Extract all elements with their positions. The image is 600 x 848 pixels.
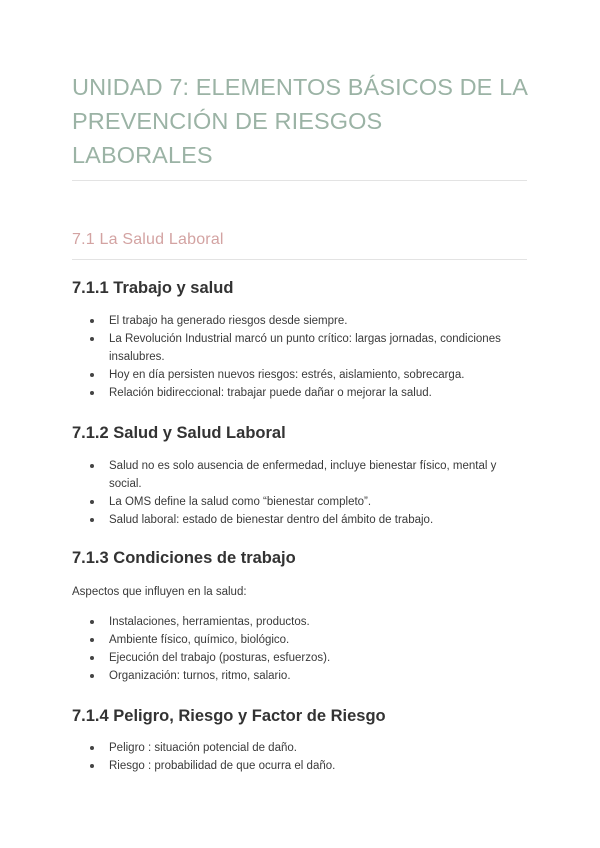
bullet-icon bbox=[90, 373, 94, 377]
list-item bbox=[72, 457, 527, 493]
list-item-text: Instalaciones, herramientas, productos. bbox=[109, 616, 310, 628]
bullet-icon bbox=[90, 319, 94, 323]
list-item bbox=[72, 366, 527, 384]
list-item-text: Organización: turnos, ritmo, salario. bbox=[109, 670, 291, 682]
subsection-intro: Aspectos que influyen en la salud: bbox=[72, 586, 247, 598]
list-item bbox=[72, 384, 527, 402]
list-item-text: Salud no es solo ausencia de enfermedad, incluye bienestar físico, mental y social. bbox=[109, 460, 497, 490]
list-item bbox=[72, 493, 527, 511]
section-divider bbox=[72, 259, 527, 260]
list-item bbox=[72, 667, 527, 685]
list-item-text: Relación bidireccional: trabajar puede dañar o mejorar la salud. bbox=[109, 387, 432, 399]
bullet-list-salud-laboral bbox=[72, 457, 527, 529]
bullet-icon bbox=[90, 518, 94, 522]
list-item-text: Ambiente físico, químico, biológico. bbox=[109, 634, 290, 646]
bullet-list-trabajo-y-salud bbox=[72, 312, 527, 402]
bullet-icon bbox=[90, 337, 94, 341]
title-divider bbox=[72, 180, 527, 181]
bullet-icon bbox=[90, 500, 94, 504]
list-item bbox=[72, 330, 527, 366]
subsection-title-trabajo-y-salud: 7.1.1 Trabajo y salud bbox=[72, 279, 234, 297]
list-item-text: Riesgo : probabilidad de que ocurra el daño. bbox=[109, 760, 336, 772]
bullet-icon bbox=[90, 620, 94, 624]
subsection-title-peligro-riesgo: 7.1.4 Peligro, Riesgo y Factor de Riesgo bbox=[72, 707, 386, 725]
list-item-text: Salud laboral: estado de bienestar dentro del ámbito de trabajo. bbox=[109, 514, 434, 526]
list-item-text: Hoy en día persisten nuevos riesgos: estrés, aislamiento, sobrecarga. bbox=[109, 369, 465, 381]
bullet-icon bbox=[90, 674, 94, 678]
list-item-text: Peligro : situación potencial de daño. bbox=[109, 742, 297, 754]
bullet-icon bbox=[90, 656, 94, 660]
bullet-icon bbox=[90, 391, 94, 395]
bullet-list-peligro-riesgo bbox=[72, 739, 527, 775]
subsection-title-condiciones-de-trabajo: 7.1.3 Condiciones de trabajo bbox=[72, 549, 296, 567]
list-item bbox=[72, 649, 527, 667]
list-item-text: Ejecución del trabajo (posturas, esfuerzos). bbox=[109, 652, 331, 664]
list-item-text: La OMS define la salud como “bienestar completo”. bbox=[109, 496, 372, 508]
list-item bbox=[72, 613, 527, 631]
list-item bbox=[72, 511, 527, 529]
bullet-icon bbox=[90, 746, 94, 750]
document-title: UNIDAD 7: ELEMENTOS BÁSICOS DE LA PREVENCIÓN DE RIESGOS LABORALES bbox=[72, 74, 527, 168]
list-item bbox=[72, 757, 527, 775]
list-item-text: La Revolución Industrial marcó un punto crítico: largas jornadas, condiciones insalubres. bbox=[109, 333, 501, 363]
list-item bbox=[72, 631, 527, 649]
bullet-icon bbox=[90, 764, 94, 768]
subsection-title-salud-laboral: 7.1.2 Salud y Salud Laboral bbox=[72, 424, 286, 442]
list-item bbox=[72, 312, 527, 330]
bullet-icon bbox=[90, 638, 94, 642]
list-item-text: El trabajo ha generado riesgos desde siempre. bbox=[109, 315, 348, 327]
list-item bbox=[72, 739, 527, 757]
bullet-icon bbox=[90, 464, 94, 468]
bullet-list-condiciones-de-trabajo bbox=[72, 613, 527, 685]
section-title: 7.1 La Salud Laboral bbox=[72, 231, 224, 248]
